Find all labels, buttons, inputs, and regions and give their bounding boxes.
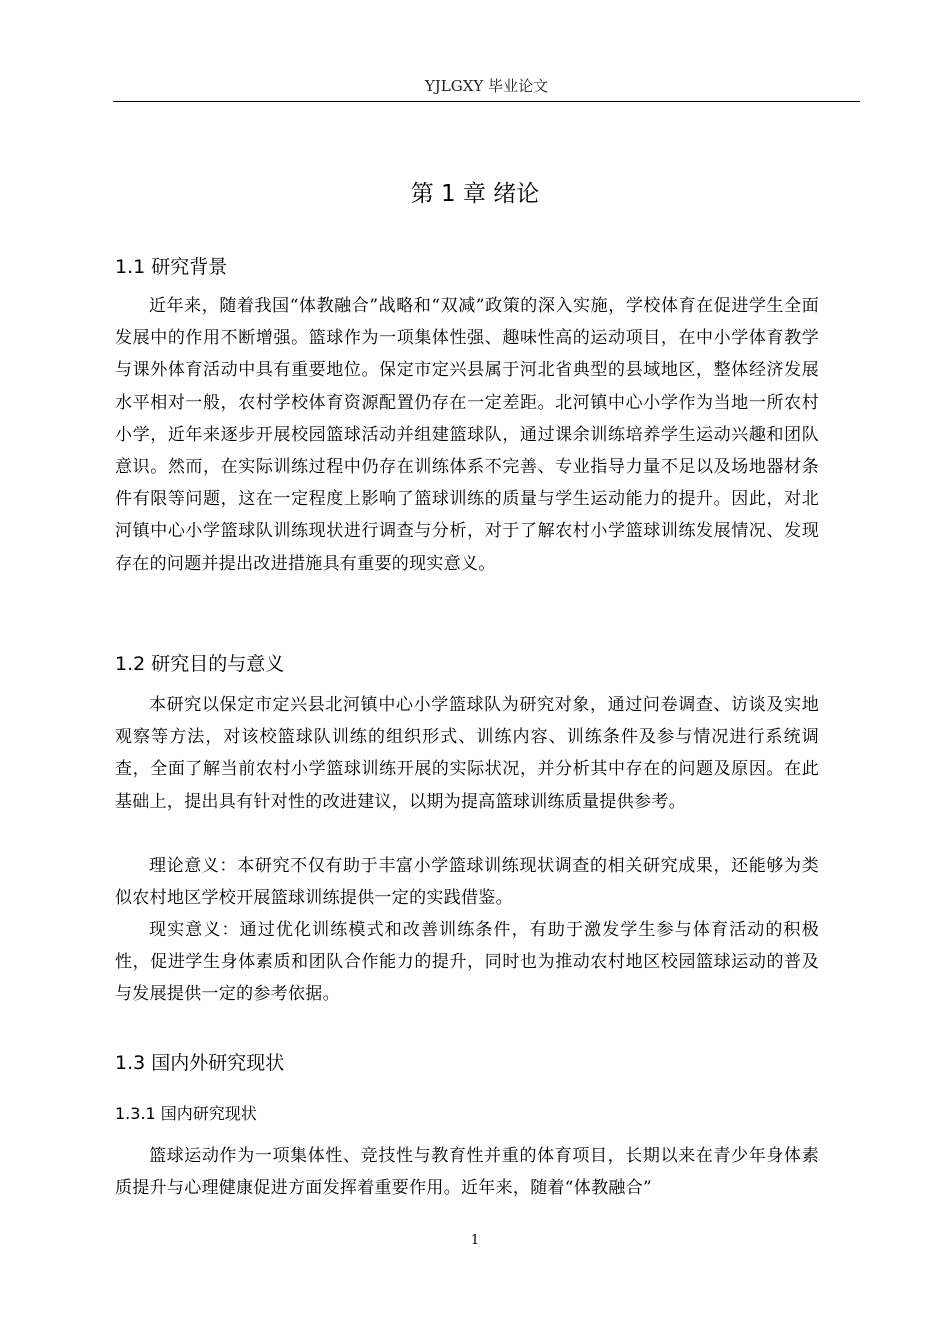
- section-heading-1-2: 1.2 研究目的与意义: [115, 653, 285, 675]
- page-header: YJLGXY 毕业论文: [113, 72, 860, 102]
- paragraph-theoretical-significance: 理论意义：本研究不仅有助于丰富小学篮球训练现状调查的相关研究成果，还能够为类似农村地区学校开展篮球训练提供一定的实践借鉴。: [115, 856, 819, 909]
- paragraph-domestic-research: 篮球运动作为一项集体性、竞技性与教育性并重的体育项目，长期以来在青少年身体素质提升与心理健康促进方面发挥着重要作用。近年来，随着“体教融合”: [115, 1146, 819, 1199]
- paragraph-practical-significance: 现实意义：通过优化训练模式和改善训练条件，有助于激发学生参与体育活动的积极性，促进学生身体素质和团队合作能力的提升，同时也为推动农村地区校园篮球运动的普及与发展提供一定的参考依据。: [115, 920, 819, 1005]
- paragraph-research-background: 近年来，随着我国“体教融合”战略和“双减”政策的深入实施，学校体育在促进学生全面发展中的作用不断增强。篮球作为一项集体性强、趣味性高的运动项目，在中小学体育教学与课外体育活动中具有重要地位。保定市定兴县属于河北省典型的县域地区，整体经济发展水平相对一般，农村学校体育资源配置仍存在一定差距。北河镇中心小学作为当地一所农村小学，近年来逐步开展校园篮球活动并组建篮球队，通过课余训练培养学生运动兴趣和团队意识。然而，在实际训练过程中仍存在训练体系不完善、专业指导力量不足以及场地器材条件有限等问题，这在一定程度上影响了篮球训练的质量与学生运动能力的提升。因此，对北河镇中心小学篮球队训练现状进行调查与分析，对于了解农村小学篮球训练发展情况、发现存在的问题并提出改进措施具有重要的现实意义。: [115, 296, 819, 574]
- section-heading-1-1: 1.1 研究背景: [115, 256, 228, 278]
- paragraph-research-purpose: 本研究以保定市定兴县北河镇中心小学篮球队为研究对象，通过问卷调查、访谈及实地观察等方法，对该校篮球队训练的组织形式、训练内容、训练条件及参与情况进行系统调查，全面了解当前农村小学篮球训练开展的实际状况，并分析其中存在的问题及原因。在此基础上，提出具有针对性的改进建议，以期为提高篮球训练质量提供参考。: [115, 695, 819, 812]
- section-heading-1-3: 1.3 国内外研究现状: [115, 1052, 285, 1074]
- chapter-title: 第 1 章 绪论: [410, 181, 540, 207]
- page-number: 1: [470, 1233, 480, 1248]
- subsection-heading-1-3-1: 1.3.1 国内研究现状: [115, 1104, 257, 1123]
